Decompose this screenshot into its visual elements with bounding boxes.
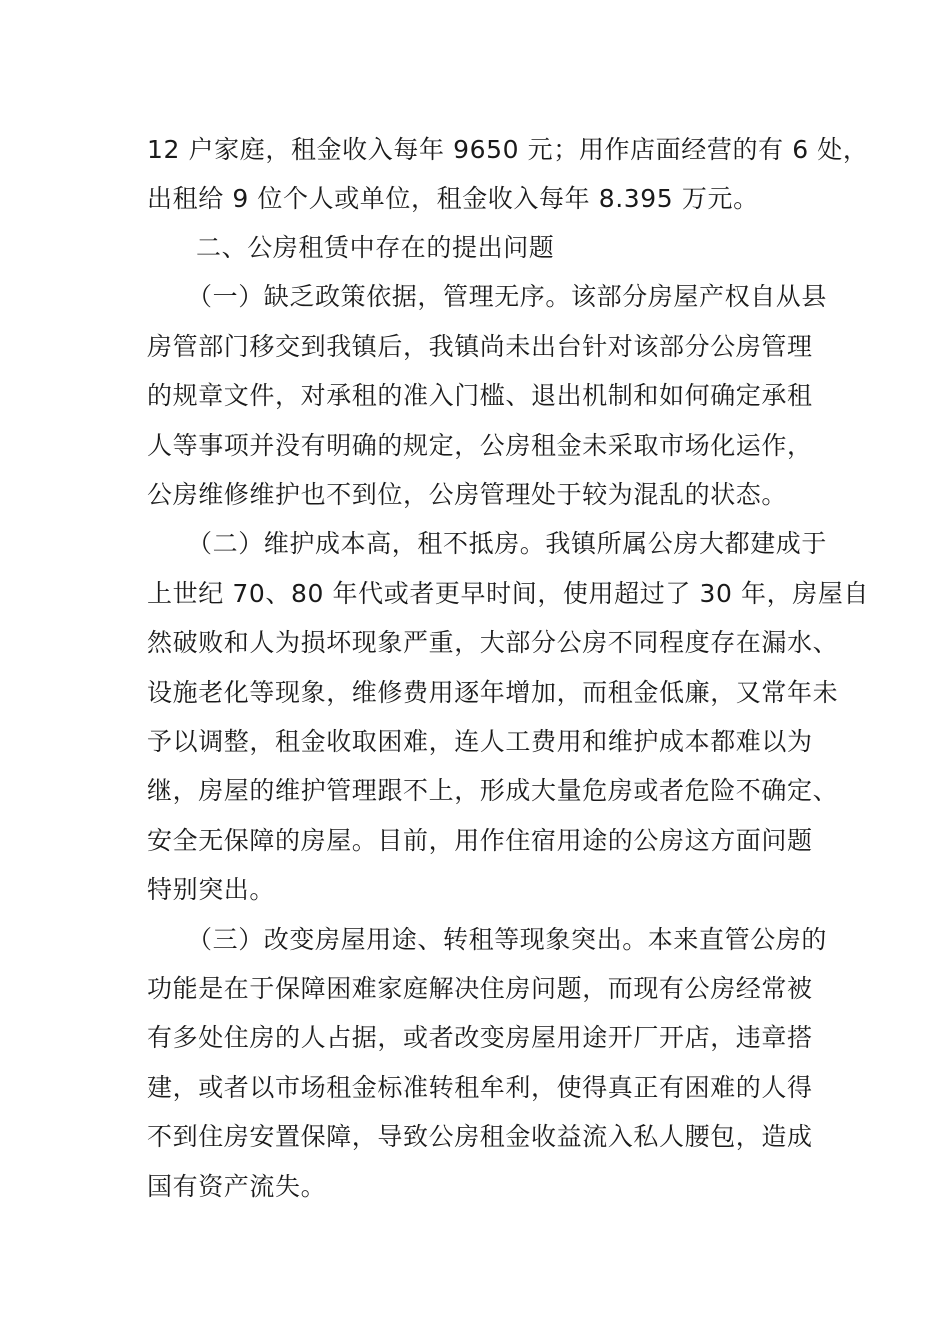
text-line: 然破败和人为损坏现象严重，大部分公房不同程度存在漏水、 <box>147 628 839 657</box>
paragraph-first-line: （一）缺乏政策依据，管理无序。该部分房屋产权自从县 <box>187 282 828 311</box>
text-line: 功能是在于保障困难家庭解决住房问题，而现有公房经常被 <box>147 974 813 1003</box>
text-line: 不到住房安置保障，导致公房租金收益流入私人腰包，造成 <box>147 1122 813 1151</box>
text-line: 人等事项并没有明确的规定，公房租金未采取市场化运作， <box>147 431 813 460</box>
text-line: 12 户家庭，租金收入每年 9650 元；用作店面经营的有 6 处， <box>147 135 869 164</box>
text-line: 房管部门移交到我镇后，我镇尚未出台针对该部分公房管理 <box>147 332 813 361</box>
text-line: 有多处住房的人占据，或者改变房屋用途开厂开店，违章搭 <box>147 1023 813 1052</box>
text-line: 予以调整，租金收取困难，连人工费用和维护成本都难以为 <box>147 727 813 756</box>
section-heading: 二、公房租赁中存在的提出问题 <box>196 233 555 262</box>
text-line: 特别突出。 <box>147 875 276 904</box>
text-line: 公房维修维护也不到位，公房管理处于较为混乱的状态。 <box>147 480 788 509</box>
text-line: 安全无保障的房屋。目前，用作住宿用途的公房这方面问题 <box>147 826 813 855</box>
paragraph-first-line: （三）改变房屋用途、转租等现象突出。本来直管公房的 <box>187 925 828 954</box>
text-line: 建，或者以市场租金标准转租牟利，使得真正有困难的人得 <box>147 1073 813 1102</box>
paragraph-first-line: （二）维护成本高，租不抵房。我镇所属公房大都建成于 <box>187 529 828 558</box>
text-line: 上世纪 70、80 年代或者更早时间，使用超过了 30 年，房屋自 <box>147 579 870 608</box>
text-line: 出租给 9 位个人或单位，租金收入每年 8.395 万元。 <box>147 184 759 213</box>
text-line: 继，房屋的维护管理跟不上，形成大量危房或者危险不确定、 <box>147 776 839 805</box>
text-line: 的规章文件，对承租的准入门槛、退出机制和如何确定承租 <box>147 381 813 410</box>
text-line: 设施老化等现象，维修费用逐年增加，而租金低廉，又常年未 <box>147 678 839 707</box>
text-line: 国有资产流失。 <box>147 1172 327 1201</box>
